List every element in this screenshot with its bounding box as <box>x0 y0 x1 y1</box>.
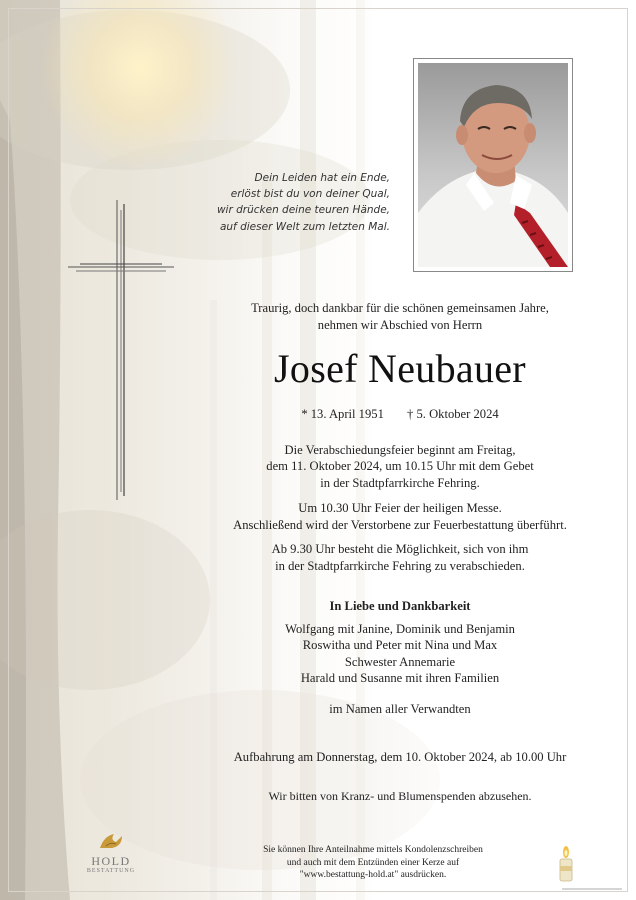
mourners-list <box>200 621 600 687</box>
farewell-line: in der Stadtpfarrkirche Fehring zu verabschieden. <box>275 558 525 573</box>
viewing-note: Aufbahrung am Donnerstag, dem 10. Oktober 2024, ab 10.00 Uhr <box>233 750 567 764</box>
mourner-line: Schwester Annemarie <box>344 654 456 669</box>
funeral-home-logo <box>82 832 140 875</box>
print-code-mark <box>562 886 622 892</box>
intro-line: Traurig, doch dankbar für die schönen gemeinsamen Jahre, <box>251 301 549 315</box>
condolence-note <box>258 844 488 882</box>
condolence-line: und auch mit dem Entzünden einer Kerze auf <box>286 857 460 868</box>
poem-line: auf dieser Welt zum letzten Mal. <box>219 220 390 233</box>
condolence-line: Sie können Ihre Anteilnahme mittels Kondolenzschreiben <box>263 845 483 855</box>
portrait-illustration <box>418 63 568 267</box>
mass-line: Anschließend wird der Verstorbene zur Feuerbestattung überführt. <box>233 517 567 532</box>
ceremony-line: Die Verabschiedungsfeier beginnt am Freitag, <box>284 442 516 457</box>
intro <box>200 300 600 333</box>
intro-line: nehmen wir Abschied von Herrn <box>317 317 483 332</box>
poem-line: Dein Leiden hat ein Ende, <box>254 172 390 184</box>
obituary-text <box>200 300 600 804</box>
mass-line: Um 10.30 Uhr Feier der heiligen Messe. <box>298 501 502 515</box>
logo-name: HOLD <box>91 854 131 868</box>
logo-subtitle: BESTATTUNG <box>86 868 136 874</box>
life-dates <box>200 406 600 423</box>
cross-icon <box>66 200 176 500</box>
mass-paragraph <box>200 500 600 533</box>
ceremony-line: dem 11. Oktober 2024, um 10.15 Uhr mit dem Gebet <box>266 459 534 473</box>
mourner-line: Harald und Susanne mit ihren Familien <box>300 671 500 685</box>
relatives-note: im Namen aller Verwandten <box>329 701 471 716</box>
deceased-name: Josef Neubauer <box>274 346 526 391</box>
birth-date: * 13. April 1951 <box>301 407 384 421</box>
wreath-note: Wir bitten von Kranz- und Blumenspenden abzusehen. <box>268 788 532 803</box>
ceremony-line: in der Stadtpfarrkirche Fehring. <box>320 475 480 490</box>
flame-leaf-icon <box>96 832 126 850</box>
farewell-paragraph <box>200 541 600 574</box>
ceremony-paragraph <box>200 442 600 492</box>
condolence-line: "www.bestattung-hold.at" ausdrücken. <box>299 870 447 880</box>
poem <box>180 170 390 235</box>
death-date: † 5. Oktober 2024 <box>407 407 499 421</box>
poem-line: erlöst bist du von deiner Qual, <box>230 188 390 201</box>
mourners-heading: In Liebe und Dankbarkeit <box>329 599 471 613</box>
poem-line: wir drücken deine teuren Hände, <box>216 204 390 217</box>
portrait-photo <box>413 58 573 272</box>
candle-icon <box>556 846 576 882</box>
farewell-line: Ab 9.30 Uhr besteht die Möglichkeit, sich von ihm <box>271 542 529 556</box>
mourner-line: Wolfgang mit Janine, Dominik und Benjamin <box>285 621 515 636</box>
mourner-line: Roswitha und Peter mit Nina und Max <box>302 638 498 652</box>
